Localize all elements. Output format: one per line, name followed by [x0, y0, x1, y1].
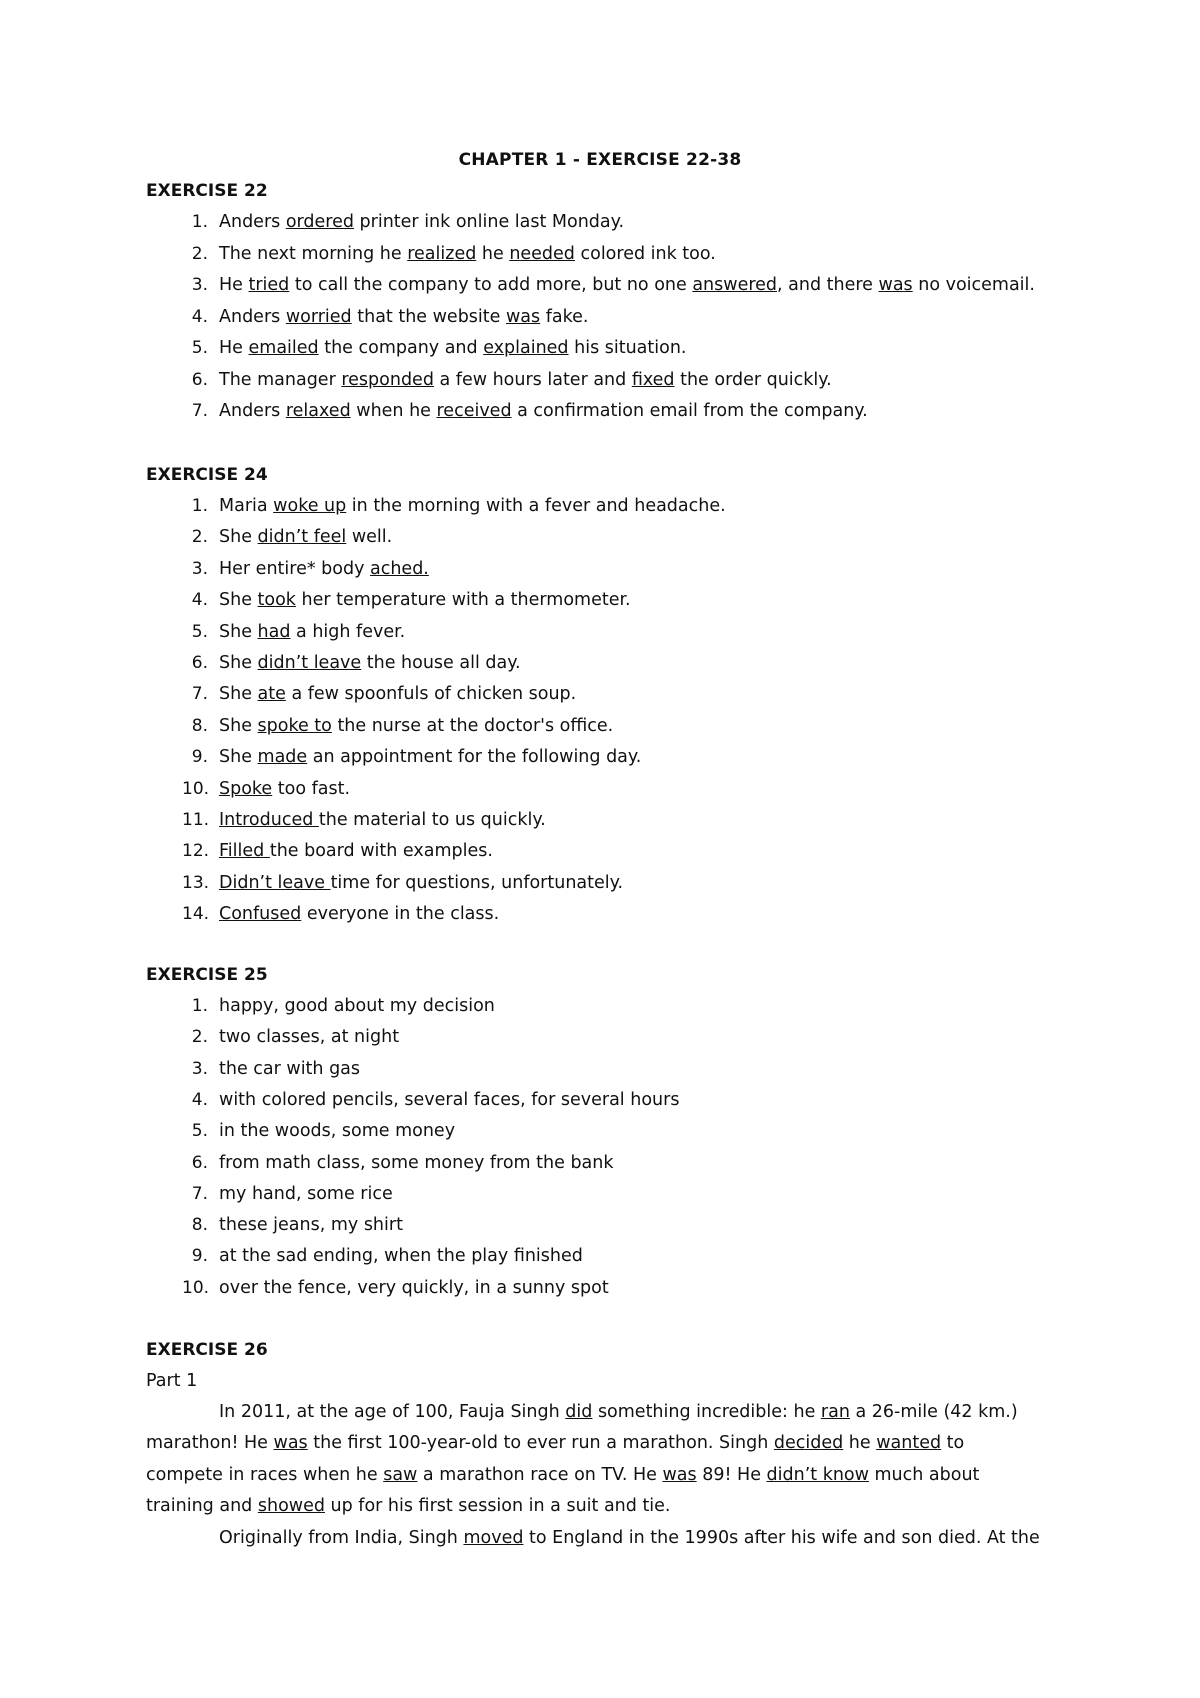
list-item: [219, 1278, 609, 1298]
text-segment: a high fever.: [290, 621, 406, 642]
text-segment: She: [219, 715, 258, 736]
list-item: [219, 716, 613, 736]
text-segment: to: [941, 1433, 965, 1454]
text-segment: an appointment for the following day.: [307, 747, 642, 768]
text-segment: the first 100-year-old to ever run a marathon. Singh: [307, 1433, 774, 1454]
list-item: [219, 1246, 583, 1266]
text-segment: the board with examples.: [269, 841, 493, 862]
list-item-number: 7.: [191, 401, 208, 421]
list-item-number: 2.: [191, 1027, 208, 1048]
text-segment: he: [476, 243, 510, 264]
underlined-verb: ached.: [370, 558, 429, 579]
list-item-number: 3.: [191, 1058, 208, 1079]
list-item: [219, 1184, 393, 1204]
text-segment: no voicemail.: [912, 275, 1035, 295]
list-item: [219, 810, 546, 830]
underlined-verb: spoke to: [257, 715, 332, 736]
text-segment: fake.: [540, 306, 589, 327]
underlined-verb: answered: [692, 275, 778, 295]
text-segment: Maria: [219, 496, 274, 516]
text-segment: the order quickly.: [674, 369, 832, 390]
list-item: [219, 653, 521, 673]
underlined-verb: relaxed: [285, 401, 351, 421]
underlined-verb: saw: [383, 1464, 418, 1485]
underlined-verb: decided: [773, 1433, 844, 1454]
list-item: [219, 275, 1035, 295]
list-item: [219, 747, 641, 767]
text-segment: well.: [346, 527, 393, 548]
text-segment: a few spoonfuls of chicken soup.: [285, 684, 577, 705]
list-item-number: 8.: [191, 715, 208, 736]
text-segment: the nurse at the doctor's office.: [331, 715, 614, 736]
exercise-24-heading: EXERCISE 24: [146, 465, 268, 485]
list-item-number: 10.: [182, 778, 210, 799]
underlined-verb: woke up: [273, 496, 347, 516]
text-segment: too fast.: [272, 778, 351, 799]
text-segment: She: [219, 527, 258, 548]
text-segment: to England in the 1990s after his wife and son died. At the: [523, 1527, 1040, 1548]
text-segment: He: [219, 338, 249, 358]
text-segment: the house all day.: [361, 653, 521, 673]
list-item-number: 4.: [191, 1089, 208, 1110]
underlined-verb: ran: [820, 1402, 850, 1422]
text-segment: in the morning with a fever and headache.: [346, 496, 726, 516]
list-item-number: 14.: [182, 904, 210, 925]
list-item: [219, 244, 716, 264]
text-segment: in the woods, some money: [219, 1121, 456, 1142]
list-item-number: 4.: [191, 590, 208, 611]
text-segment: The manager: [219, 369, 342, 390]
underlined-verb: Confused: [219, 904, 302, 925]
list-item: [219, 1121, 455, 1141]
text-segment: his situation.: [568, 338, 687, 358]
list-item-number: 9.: [191, 1246, 208, 1267]
list-item-number: 1.: [191, 996, 208, 1016]
list-item-number: 6.: [191, 369, 208, 390]
list-item-number: 2.: [191, 243, 208, 264]
underlined-verb: realized: [407, 243, 477, 264]
list-item-number: 7.: [191, 684, 208, 705]
underlined-verb: was: [878, 275, 913, 295]
text-segment: the company and: [318, 338, 484, 358]
text-segment: the material to us quickly.: [318, 810, 546, 830]
list-item-number: 6.: [191, 653, 208, 673]
underlined-verb: wanted: [876, 1433, 942, 1454]
list-item: [219, 559, 429, 579]
text-segment: time for questions, unfortunately.: [330, 872, 624, 893]
text-segment: She: [219, 747, 258, 768]
text-segment: much about: [868, 1464, 980, 1485]
list-item: [219, 841, 493, 861]
list-item-number: 1.: [191, 496, 208, 516]
list-item: [219, 401, 868, 421]
list-item: [219, 622, 405, 642]
underlined-verb: Filled: [219, 841, 270, 862]
underlined-verb: showed: [257, 1496, 325, 1517]
underlined-verb: was: [273, 1433, 308, 1454]
text-segment: She: [219, 590, 258, 611]
underlined-verb: ordered: [285, 212, 354, 232]
underlined-verb: needed: [509, 243, 575, 264]
text-segment: printer ink online last Monday.: [353, 212, 625, 232]
list-item-number: 12.: [182, 841, 210, 862]
underlined-verb: was: [662, 1464, 697, 1485]
text-segment: In 2011, at the age of 100, Fauja Singh: [219, 1402, 566, 1422]
underlined-verb: didn’t leave: [257, 653, 362, 673]
underlined-verb: worried: [285, 306, 352, 327]
list-item: [219, 873, 623, 893]
paragraph-line: [146, 1433, 964, 1453]
underlined-verb: explained: [483, 338, 569, 358]
text-segment: a marathon race on TV. He: [417, 1464, 663, 1485]
text-segment: marathon! He: [146, 1433, 274, 1454]
list-item-number: 2.: [191, 527, 208, 548]
text-segment: everyone in the class.: [301, 904, 500, 925]
underlined-verb: Didn’t leave: [219, 872, 331, 893]
text-segment: 89! He: [696, 1464, 767, 1485]
list-item: [219, 904, 499, 924]
text-segment: with colored pencils, several faces, for several hours: [219, 1089, 680, 1110]
exercise-26-part-label: Part 1: [146, 1371, 198, 1391]
text-segment: She: [219, 684, 258, 705]
underlined-verb: had: [257, 621, 291, 642]
text-segment: my hand, some rice: [219, 1183, 393, 1204]
document-title: CHAPTER 1 - EXERCISE 22-38: [458, 150, 742, 170]
text-segment: to call the company to add more, but no one: [289, 275, 693, 295]
list-item-number: 3.: [191, 275, 208, 295]
list-item-number: 5.: [191, 1121, 208, 1142]
exercise-22-heading: EXERCISE 22: [146, 181, 268, 201]
text-segment: a few hours later and: [433, 369, 632, 390]
text-segment: at the sad ending, when the play finished: [219, 1246, 583, 1267]
list-item-number: 11.: [182, 810, 210, 830]
text-segment: Anders: [219, 401, 286, 421]
text-segment: a 26-mile (42 km.): [849, 1402, 1018, 1422]
underlined-verb: Spoke: [219, 778, 273, 799]
underlined-verb: responded: [341, 369, 434, 390]
list-item: [219, 684, 576, 704]
list-item: [219, 1090, 679, 1110]
underlined-verb: emailed: [248, 338, 319, 358]
list-item: [219, 496, 726, 516]
underlined-verb: didn’t feel: [257, 527, 347, 548]
list-item: [219, 527, 392, 547]
text-segment: Anders: [219, 306, 286, 327]
list-item-number: 10.: [182, 1277, 210, 1298]
list-item-number: 13.: [182, 872, 210, 893]
underlined-verb: tried: [248, 275, 290, 295]
list-item-number: 4.: [191, 306, 208, 327]
exercise-26-heading: EXERCISE 26: [146, 1340, 268, 1360]
underlined-verb: received: [436, 401, 512, 421]
text-segment: compete in races when he: [146, 1464, 384, 1485]
list-item: [219, 1215, 403, 1235]
text-segment: Her entire* body: [219, 558, 370, 579]
text-segment: two classes, at night: [219, 1027, 400, 1048]
text-segment: he: [843, 1433, 877, 1454]
text-segment: She: [219, 621, 258, 642]
text-segment: up for his first session in a suit and tie.: [324, 1496, 671, 1517]
list-item-number: 1.: [191, 212, 208, 232]
list-item: [219, 779, 350, 799]
list-item: [219, 370, 832, 390]
text-segment: training and: [146, 1496, 258, 1517]
text-segment: something incredible: he: [592, 1402, 821, 1422]
list-item: [219, 1059, 360, 1079]
text-segment: The next morning he: [219, 243, 408, 264]
list-item: [219, 212, 624, 232]
text-segment: colored ink too.: [574, 243, 716, 264]
text-segment: these jeans, my shirt: [219, 1215, 403, 1236]
list-item: [219, 996, 495, 1016]
list-item-number: 7.: [191, 1183, 208, 1204]
list-item: [219, 338, 686, 358]
underlined-verb: moved: [463, 1527, 524, 1548]
underlined-verb: took: [257, 590, 296, 611]
text-segment: happy, good about my decision: [219, 996, 495, 1016]
underlined-verb: didn’t know: [766, 1464, 869, 1485]
underlined-verb: ate: [257, 684, 286, 705]
underlined-verb: Introduced: [219, 810, 319, 830]
paragraph-line: [219, 1528, 1040, 1548]
list-item-number: 3.: [191, 558, 208, 579]
list-item: [219, 1027, 399, 1047]
underlined-verb: fixed: [631, 369, 675, 390]
text-segment: Originally from India, Singh: [219, 1527, 464, 1548]
text-segment: her temperature with a thermometer.: [295, 590, 631, 611]
list-item-number: 9.: [191, 747, 208, 768]
paragraph-line: [146, 1465, 979, 1485]
underlined-verb: made: [257, 747, 308, 768]
list-item: [219, 590, 631, 610]
paragraph-line: [219, 1402, 1018, 1422]
text-segment: over the fence, very quickly, in a sunny spot: [219, 1277, 609, 1298]
text-segment: the car with gas: [219, 1058, 361, 1079]
text-segment: that the website: [351, 306, 506, 327]
underlined-verb: did: [565, 1402, 593, 1422]
underlined-verb: was: [505, 306, 541, 327]
paragraph-line: [146, 1496, 671, 1516]
list-item: [219, 307, 588, 327]
text-segment: a confirmation email from the company.: [511, 401, 868, 421]
list-item-number: 5.: [191, 338, 208, 358]
list-item-number: 6.: [191, 1152, 208, 1173]
text-segment: , and there: [777, 275, 879, 295]
list-item-number: 8.: [191, 1215, 208, 1236]
exercise-25-heading: EXERCISE 25: [146, 965, 268, 985]
text-segment: She: [219, 653, 258, 673]
text-segment: Anders: [219, 212, 286, 232]
text-segment: He: [219, 275, 249, 295]
list-item: [219, 1153, 614, 1173]
text-segment: when he: [350, 401, 437, 421]
text-segment: from math class, some money from the bank: [219, 1152, 614, 1173]
list-item-number: 5.: [191, 621, 208, 642]
